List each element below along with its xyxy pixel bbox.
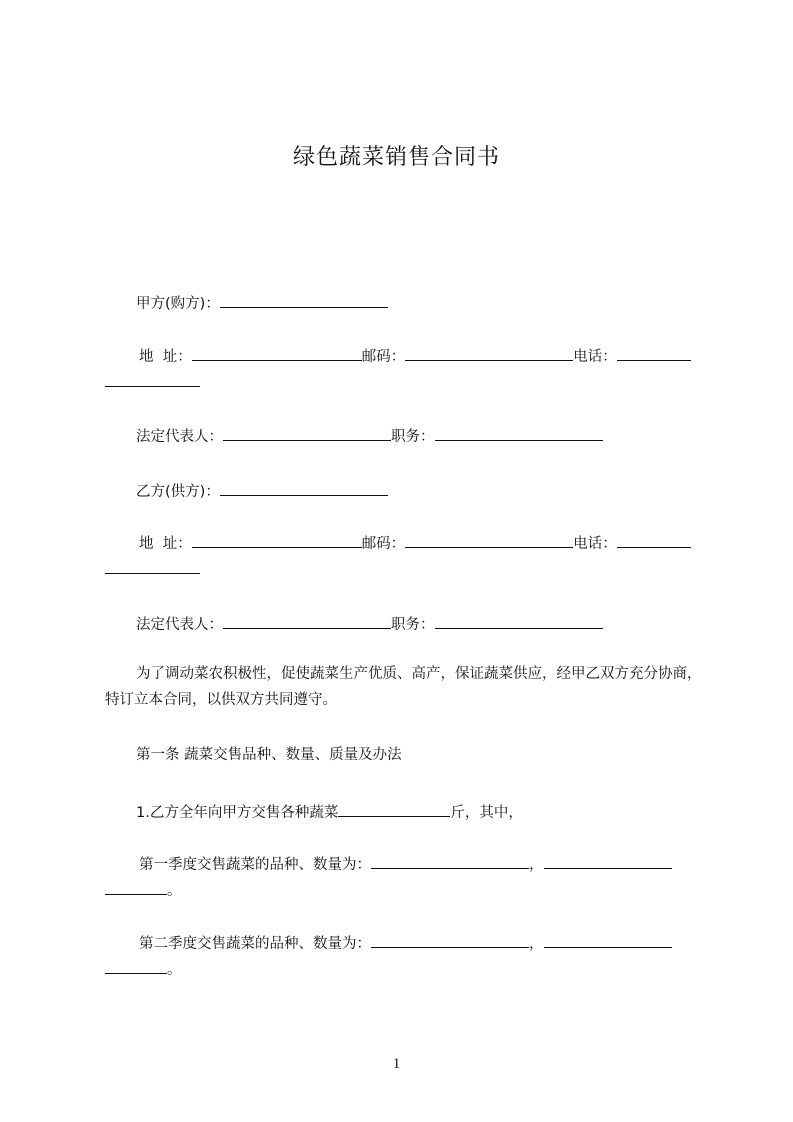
party-b-phone-continuation xyxy=(105,557,200,581)
party-b-address-line xyxy=(139,531,691,555)
party-b-rep-label: 法定代表人： xyxy=(136,617,223,633)
party-a-phone-continuation xyxy=(105,370,200,394)
party-a-rep-blank[interactable] xyxy=(223,424,391,441)
party-b-address-blank[interactable] xyxy=(192,531,362,548)
page-number: 1 xyxy=(392,1056,401,1072)
party-b-position-blank[interactable] xyxy=(435,612,603,629)
party-a-address-line xyxy=(139,344,691,368)
item-1-quantity-blank[interactable] xyxy=(338,800,450,817)
preamble-paragraph: 为了调动菜农积极性，促使蔬菜生产优质、高产，保证蔬菜供应，经甲乙双方充分协商，特订立本合同，以供双方共同遵守。 xyxy=(105,666,702,708)
q1-continuation xyxy=(105,878,182,902)
q1-quantity-blank-cont[interactable] xyxy=(105,878,167,895)
party-b-label: 乙方(供方)： xyxy=(136,484,220,500)
q1-label: 第一季度交售蔬菜的品种、数量为： xyxy=(139,857,371,873)
q2-period: 。 xyxy=(167,962,182,978)
party-b-phone-label: 电话： xyxy=(573,536,617,552)
party-b-address-label: 地 址： xyxy=(139,536,192,552)
party-a-phone-blank[interactable] xyxy=(617,344,691,361)
q1-line xyxy=(139,852,672,876)
item-1-prefix: 1.乙方全年向甲方交售各种蔬菜 xyxy=(136,805,339,821)
q2-label: 第二季度交售蔬菜的品种、数量为： xyxy=(139,936,371,952)
party-a-address-label: 地 址： xyxy=(139,349,192,365)
party-a-label: 甲方(购方)： xyxy=(136,296,220,312)
party-a-address-blank[interactable] xyxy=(192,344,362,361)
item-1-suffix: 斤，其中， xyxy=(450,805,523,821)
party-a-position-label: 职务： xyxy=(391,429,435,445)
q1-comma: ， xyxy=(529,857,544,873)
document-title: 绿色蔬菜销售合同书 xyxy=(292,145,500,170)
party-a-postcode-blank[interactable] xyxy=(405,344,573,361)
q1-period: 。 xyxy=(167,883,182,899)
party-b-phone-blank[interactable] xyxy=(617,531,691,548)
party-a-phone-blank-cont[interactable] xyxy=(105,370,200,387)
q2-continuation xyxy=(105,957,182,981)
q1-quantity-blank[interactable] xyxy=(544,852,672,869)
q2-variety-blank[interactable] xyxy=(371,931,529,948)
party-b-postcode-label: 邮码： xyxy=(361,536,406,552)
party-a-postcode-label: 邮码： xyxy=(361,349,406,365)
party-b-rep-blank[interactable] xyxy=(223,612,391,629)
party-a-line xyxy=(136,291,388,315)
party-b-postcode-blank[interactable] xyxy=(405,531,573,548)
party-b-rep-line xyxy=(136,612,603,636)
party-a-position-blank[interactable] xyxy=(435,424,603,441)
party-b-line xyxy=(136,479,388,503)
party-a-rep-label: 法定代表人： xyxy=(136,429,223,445)
q2-comma: ， xyxy=(529,936,544,952)
party-a-phone-label: 电话： xyxy=(573,349,617,365)
q1-variety-blank[interactable] xyxy=(371,852,529,869)
party-b-position-label: 职务： xyxy=(391,617,435,633)
party-a-rep-line xyxy=(136,424,603,448)
q2-quantity-blank[interactable] xyxy=(544,931,672,948)
party-b-blank[interactable] xyxy=(220,479,388,496)
party-a-blank[interactable] xyxy=(220,291,388,308)
party-b-phone-blank-cont[interactable] xyxy=(105,557,200,574)
article-1-heading: 第一条 蔬菜交售品种、数量、质量及办法 xyxy=(136,747,402,763)
q2-quantity-blank-cont[interactable] xyxy=(105,957,167,974)
q2-line xyxy=(139,931,672,955)
article-1-item-1 xyxy=(136,800,523,824)
